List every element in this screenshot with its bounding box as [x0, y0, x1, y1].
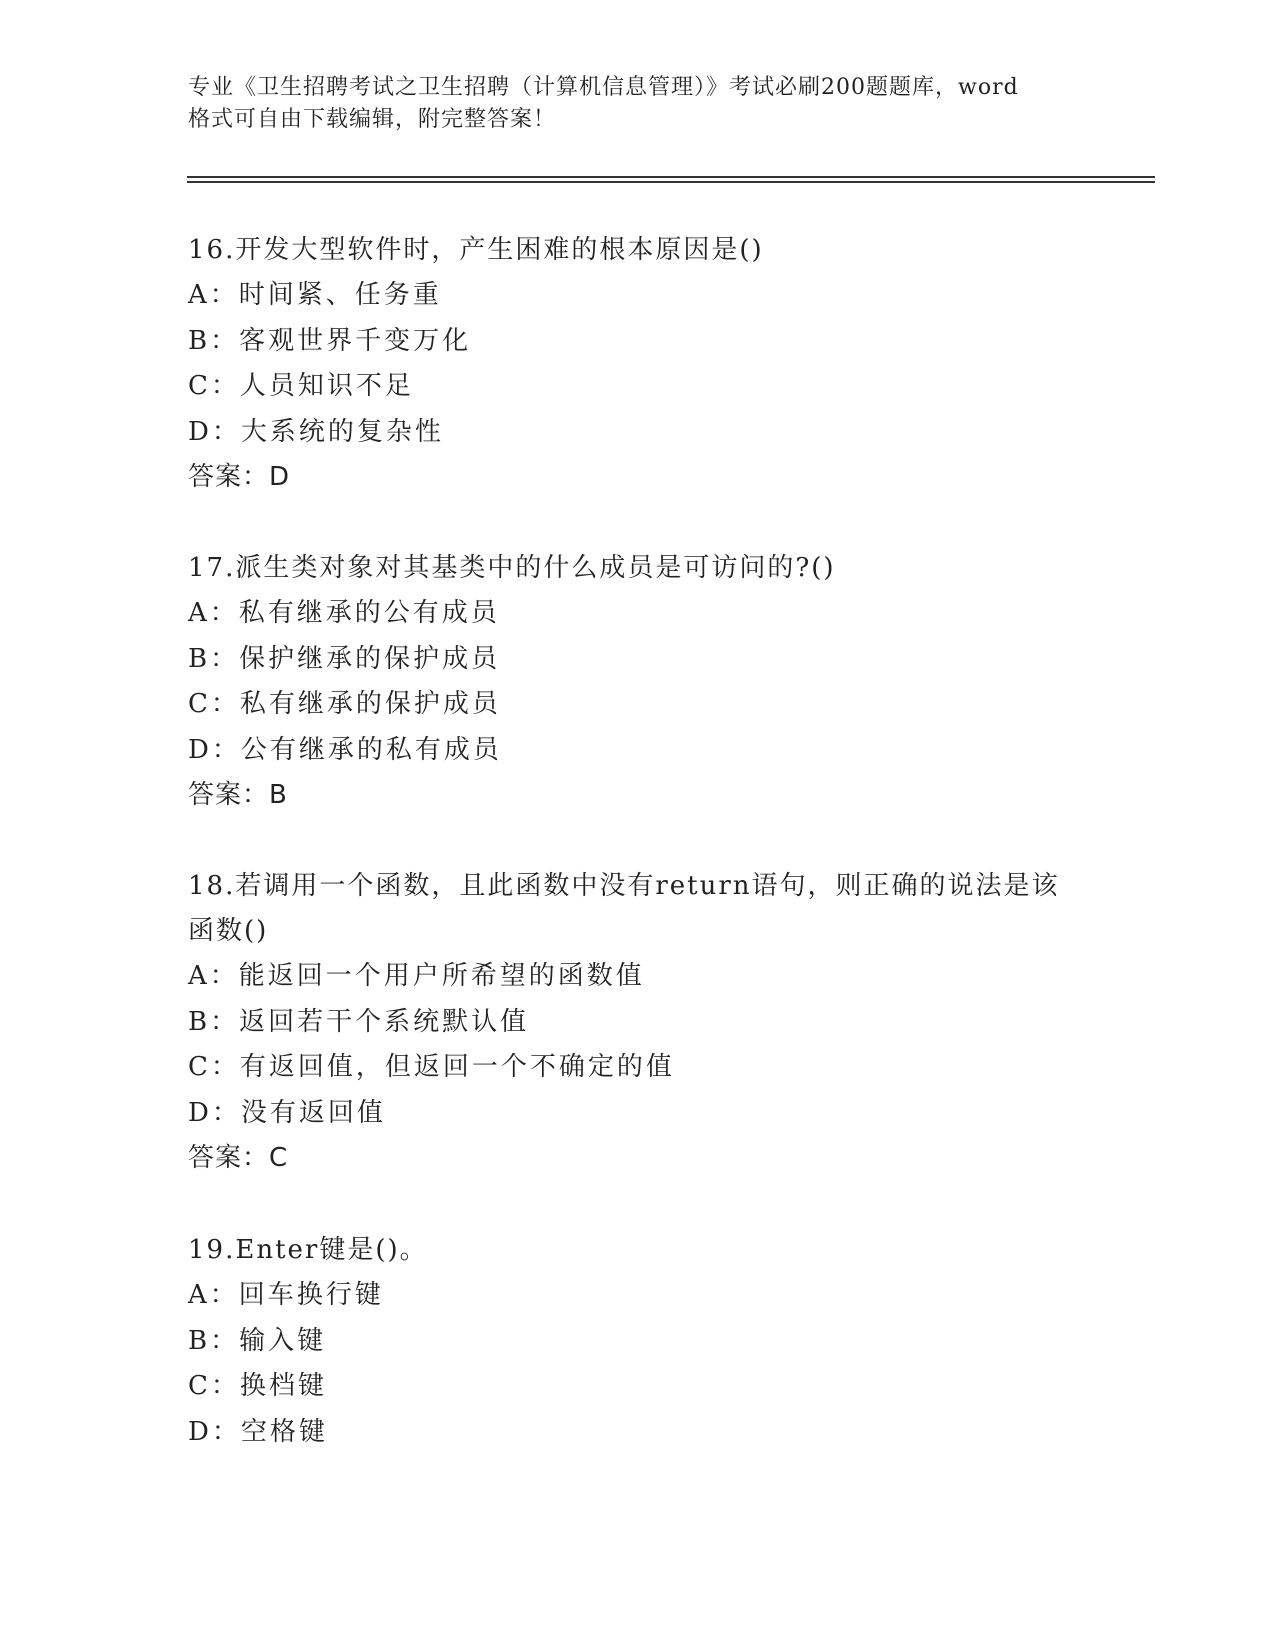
option-b: B：输入键 — [188, 1325, 327, 1356]
option-c: C：私有继承的保护成员 — [188, 689, 501, 719]
option-d: D：空格键 — [188, 1416, 328, 1447]
option-c: C：有返回值，但返回一个不确定的值 — [188, 1052, 675, 1082]
document-header — [188, 72, 1088, 136]
option-a: A：时间紧、任务重 — [188, 280, 442, 310]
header-divider-top — [187, 176, 1155, 178]
header-line-1: 专业《卫生招聘考试之卫生招聘（计算机信息管理）》考试必刷200题题库，word — [188, 75, 1019, 100]
question-16 — [188, 228, 1068, 500]
question-19 — [188, 1228, 1068, 1455]
question-stem: 18.若调用一个函数，且此函数中没有return语句，则正确的说法是该函数() — [188, 871, 1060, 946]
option-c: C：人员知识不足 — [188, 371, 414, 401]
option-c: C：换档键 — [188, 1371, 327, 1401]
question-stem: 17.派生类对象对其基类中的什么成员是可访问的?() — [188, 553, 836, 583]
option-d: D：大系统的复杂性 — [188, 416, 444, 447]
question-18 — [188, 864, 1068, 1181]
header-line-2: 格式可自由下载编辑，附完整答案！ — [188, 107, 557, 132]
question-17 — [188, 546, 1068, 818]
header-divider-bottom — [187, 181, 1155, 183]
question-stem: 16.开发大型软件时，产生困难的根本原因是() — [188, 235, 764, 265]
answer-line: 答案：C — [188, 1143, 289, 1173]
option-d: D：公有继承的私有成员 — [188, 734, 502, 765]
answer-line: 答案：B — [188, 780, 288, 810]
option-b: B：保护继承的保护成员 — [188, 643, 501, 674]
option-b: B：客观世界千变万化 — [188, 325, 472, 356]
option-a: A：私有继承的公有成员 — [188, 598, 500, 628]
option-a: A：能返回一个用户所希望的函数值 — [188, 961, 645, 991]
option-a: A：回车换行键 — [188, 1280, 384, 1310]
question-stem: 19.Enter键是()。 — [188, 1235, 428, 1265]
option-b: B：返回若干个系统默认值 — [188, 1006, 530, 1037]
option-d: D：没有返回值 — [188, 1097, 386, 1128]
answer-line: 答案：D — [188, 462, 291, 492]
